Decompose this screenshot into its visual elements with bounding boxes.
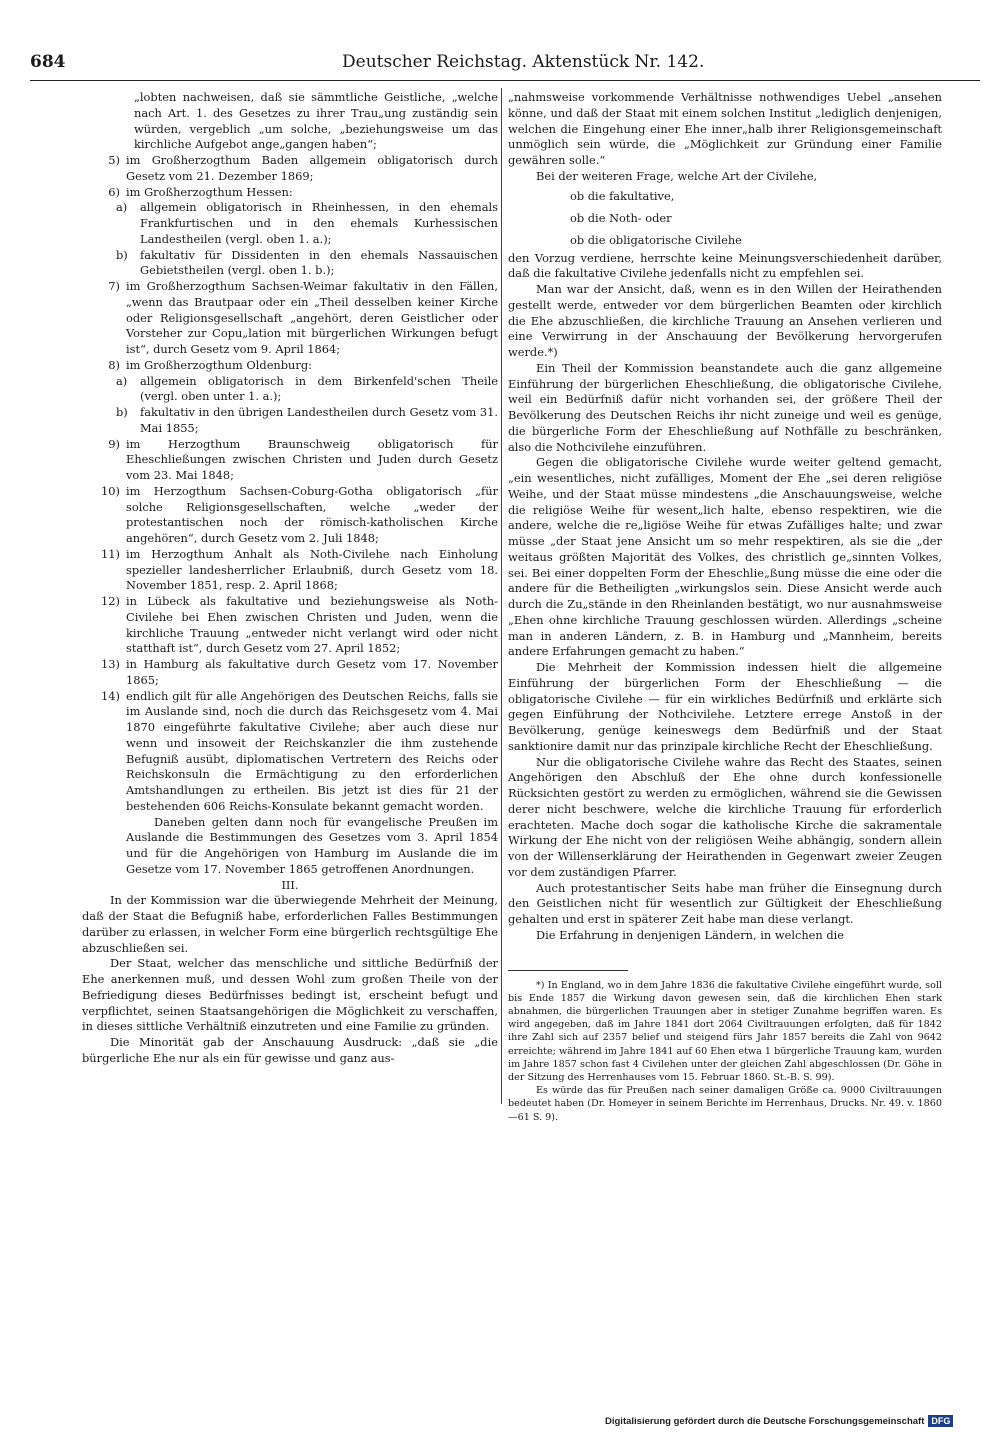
option-item: ob die Noth- oder (570, 210, 672, 225)
list-item: 13) in Hamburg als fakultative durch Gesetz vom 17. November 1865; (101, 657, 498, 687)
header-rule (30, 80, 980, 81)
running-title: Deutscher Reichstag. Aktenstück Nr. 142. (342, 52, 705, 72)
footnote-rule (508, 970, 628, 971)
paragraph: Man war der Ansicht, daß, wenn es in den Willen der Heirathenden gestellt werde, entweder vor dem bürgerlichen Beamten oder kirchlich die Ehe abzuschließen, die kirchliche Trauung an Ansehen verlieren und eine Verwirrung in der Anschauung der Bevölkerung hervorgerufen werde.*) (508, 282, 942, 359)
dfg-logo: DFG (928, 1415, 953, 1427)
quote-continuation: „lobten nachweisen, daß sie sämmtliche Geistliche, „welche nach Art. 1. des Gesetzes zu ihrer Trau„ung zuständig sein würden, vergeblich „um solche, „beziehungsweise um das kirchliche Aufgebot ange„gangen haben“; (134, 90, 498, 152)
list-item: 14) endlich gilt für alle Angehörigen des Deutschen Reichs, falls sie im Auslande sind, noch die durch das Reichsgesetz vom 4. Mai 1870 eingeführte fakultative Civilehe; aber auch diese nur wenn und insoweit der Reichskanzler die ihm zustehende Befugniß ausübt, diplomatischen Vertretern des Reichs oder Reichskonsuln die Ermächtigung zu den erforderlichen Amtshandlungen zu ertheilen. Bis jetzt ist dies für 21 der bestehenden 606 Reichs-Konsulate bekannt gemacht worden. (101, 688, 498, 813)
quote-continuation: „nahmsweise vorkommende Verhältnisse nothwendiges Uebel „ansehen könne, und daß der Staat mit einem solchen Institut „lediglich denjenigen, welchen die Eingehung einer Ehe inner„halb ihrer Religionsgemeinschaft unmöglich sein würde, die „Möglichkeit zur Gründung einer Familie gewähren solle.“ (508, 90, 942, 167)
funding-footer (605, 1415, 953, 1427)
paragraph: Gegen die obligatorische Civilehe wurde weiter geltend gemacht, „ein wesentliches, nicht zufälliges, Moment der Ehe „sei deren religiöse Weihe, und der Staat müsse mindestens „die Anschauungsweise, welche die religiöse Weihe für wesent„lich halte, ebenso respektiren, wie die andere, welche die re„ligiöse Weihe für etwas Zufälliges halte; und zwar müsse „der Staat jene Ansicht um so mehr respektiren, als sie die „der weitaus größten Majorität des Volkes, des christlich ge„sinnten Volkes, sei. Bei einer doppelten Form der Eheschlie„ßung müsse die eine oder die andere für die Betheiligten „wirkungslos sein. Diese Ansicht werde auch durch die Zu„stände in den Rheinlanden bestätigt, wo nur ausnahmsweise „Ehen ohne kirchliche Trauung geschlossen würden. Allerdings „scheine man in anderen Ländern, z. B. in Hamburg und „Mannheim, bereits andere Erfahrungen gemacht zu haben.“ (508, 455, 942, 659)
paragraph: Die Mehrheit der Kommission indessen hielt die allgemeine Einführung der bürgerlichen Form der Eheschließung — die obligatorische Civilehe — für ein wirkliches Bedürfniß und erklärte sich gegen Einführung der Nothcivilehe. Letztere errege Anstoß in der Bevölkerung, genüge keineswegs dem Bedürfniß und der Staat sanktionire damit nur das prinzipale kirchliche Recht der Eheschließung. (508, 660, 942, 753)
list-item-continuation: Daneben gelten dann noch für evangelische Preußen im Auslande die Bestimmungen des Gesetzes vom 3. April 1854 und für die Angehörigen von Hamburg im Auslande die im Gesetze vom 17. November 1865 getroffenen Anordnungen. (126, 814, 498, 876)
paragraph: Ein Theil der Kommission beanstandete auch die ganz allgemeine Einführung der bürgerlichen Eheschließung, die obligatorische Civilehe, weil ein Bedürfniß dafür nicht vorhanden sei, der größere Theil der Bevölkerung des Deutschen Reichs ihr nicht zuneige und weil es genüge, die bürgerliche Form der Eheschließung auf Nothfälle zu beschränken, also die Nothcivilehe einzuführen. (508, 360, 942, 454)
list-item: 10) im Herzogthum Sachsen-Coburg-Gotha obligatorisch „für solche Religionsgesellschaften, welche „weder der protestantischen noch der römisch-katholischen Kirche angehören“, durch Gesetz vom 2. Juli 1848; (101, 483, 498, 545)
list-item: 9) im Herzogthum Braunschweig obligatorisch für Eheschließungen zwischen Christen und Juden durch Gesetz vom 23. Mai 1848; (108, 436, 498, 482)
page-number: 684 (30, 52, 66, 72)
left-column (82, 90, 498, 1067)
list-item: 8) im Großherzogthum Oldenburg: (108, 357, 312, 372)
sub-list-item: a) allgemein obligatorisch in dem Birkenfeld'schen Theile (vergl. oben unter 1. a.); (116, 373, 498, 404)
sub-list-item: b) fakultativ für Dissidenten in den ehemals Nassauischen Gebietstheilen (vergl. oben 1. b.); (116, 247, 498, 278)
paragraph: Die Erfahrung in denjenigen Ländern, in welchen die (536, 927, 845, 942)
right-column (508, 90, 942, 1124)
paragraph: Die Minorität gab der Anschauung Ausdruck: „daß sie „die bürgerliche Ehe nur als ein für gewisse und ganz aus- (82, 1035, 498, 1065)
paragraph: Der Staat, welcher das menschliche und sittliche Bedürfniß der Ehe anerkennen muß, und dessen Wohl zum großen Theile von der Befriedigung dieses Bedürfnisses bedingt ist, erscheint befugt und verpflichtet, seinen Staatsangehörigen die Möglichkeit zu verschaffen, in dieses sittliche Verhältniß einzutreten und eine Familie zu gründen. (82, 956, 498, 1034)
list-item: 12) in Lübeck als fakultative und beziehungsweise als Noth-Civilehe bei Ehen zwischen Christen und Juden, wenn die kirchliche Trauung „entweder nicht verlangt wird oder nicht statthaft ist“, durch Gesetz vom 27. April 1852; (101, 594, 498, 656)
page-header (30, 52, 980, 76)
paragraph: In der Kommission war die überwiegende Mehrheit der Meinung, daß der Staat die Befugniß habe, erforderlichen Falles Bestimmungen darüber zu erlassen, in welcher Form eine bürgerlich rechtsgültige Ehe abzuschließen sei. (82, 893, 498, 955)
footnote: Es würde das für Preußen nach seiner damaligen Größe ca. 9000 Civiltrauungen bedeutet haben (Dr. Homeyer in seinem Berichte im Herrenhaus, Drucks. Nr. 49. v. 1860—61 S. 9). (508, 1085, 942, 1123)
paragraph: Bei der weiteren Frage, welche Art der Civilehe, (536, 168, 818, 183)
paragraph: Nur die obligatorische Civilehe wahre das Recht des Staates, seinen Angehörigen den Abschluß der Ehe ohne durch konfessionelle Rücksichten gestört zu werden zu ermöglichen, während sie die Gewissen derer nicht beschwere, welche die kirchliche Trauung für erforderlich erachteten. Mache doch sogar die katholische Kirche die sakramentale Wirkung der Ehe nicht von der religiösen Weihe abhängig, sondern allein von der Willenserklärung der Heirathenden in Gegenwart zweier Zeugen vor dem zuständigen Pfarrer. (508, 754, 942, 879)
footer-text: Digitalisierung gefördert durch die Deutsche Forschungsgemeinschaft (605, 1416, 925, 1427)
sub-list-item: b) fakultativ in den übrigen Landestheilen durch Gesetz vom 31. Mai 1855; (116, 405, 498, 435)
list-item: 11) im Herzogthum Anhalt als Noth-Civilehe nach Einholung spezieller landesherrlicher Erlaubniß, durch Gesetz vom 18. November 1851, resp. 2. April 1868; (101, 546, 498, 593)
sub-list-item: a) allgemein obligatorisch in Rheinhessen, in den ehemals Frankfurtischen und in den ehemals Kurhessischen Landestheilen (vergl. oben 1. a.); (116, 200, 498, 246)
list-item: 6) im Großherzogthum Hessen: (108, 184, 293, 199)
footnote: *) In England, wo in dem Jahre 1836 die fakultative Civilehe eingeführt wurde, soll bis Ende 1857 die Wirkung davon gewesen sein, daß die kirchlichen Ehen stark abnahmen, die bürgerlichen Trauungen aber in stetiger Zunahme begriffen waren. Es wird angegeben, daß im Jahre 1841 dort 2064 Civiltrauungen erfolgten, daß für 1842 ihre Zahl sich auf 2357 belief und steigend fürs Jahr 1857 bereits die Zahl von 9642 erreichte; während im Jahre 1841 auf 60 Ehen etwa 1 bürgerliche Trauung kam, wurden im Jahre 1857 schon fast 4 Civilehen unter der gleichen Zahl abgeschlossen (Dr. Göhe in der Sitzung des Herrenhauses vom 15. Februar 1860. St.-B. S. 99). (508, 979, 942, 1083)
paragraph: den Vorzug verdiene, herrschte keine Meinungsverschiedenheit darüber, daß die fakultative Civilehe jedenfalls nicht zu empfehlen sei. (508, 250, 942, 281)
option-item: ob die obligatorische Civilehe (570, 232, 742, 247)
list-item: 5) im Großherzogthum Baden allgemein obligatorisch durch Gesetz vom 21. Dezember 1869; (108, 153, 498, 183)
option-item: ob die fakultative, (570, 188, 675, 203)
section-heading: III. (281, 877, 299, 892)
paragraph: Auch protestantischer Seits habe man früher die Einsegnung durch den Geistlichen nicht für wesentlich zur Gültigkeit der Eheschließung gehalten und erst in späterer Zeit habe man diese verlangt. (508, 880, 942, 926)
column-divider (501, 88, 502, 1104)
option-list (508, 185, 942, 251)
list-item: 7) im Großherzogthum Sachsen-Weimar fakultativ in den Fällen, „wenn das Brautpaar oder ein „Theil desselben keiner Kirche oder Religionsgesellschaft „angehört, deren Geistlicher oder Vorsteher zur Copu„lation mit bürgerlichen Wirkungen befugt ist“, durch Gesetz vom 9. April 1864; (108, 279, 498, 356)
